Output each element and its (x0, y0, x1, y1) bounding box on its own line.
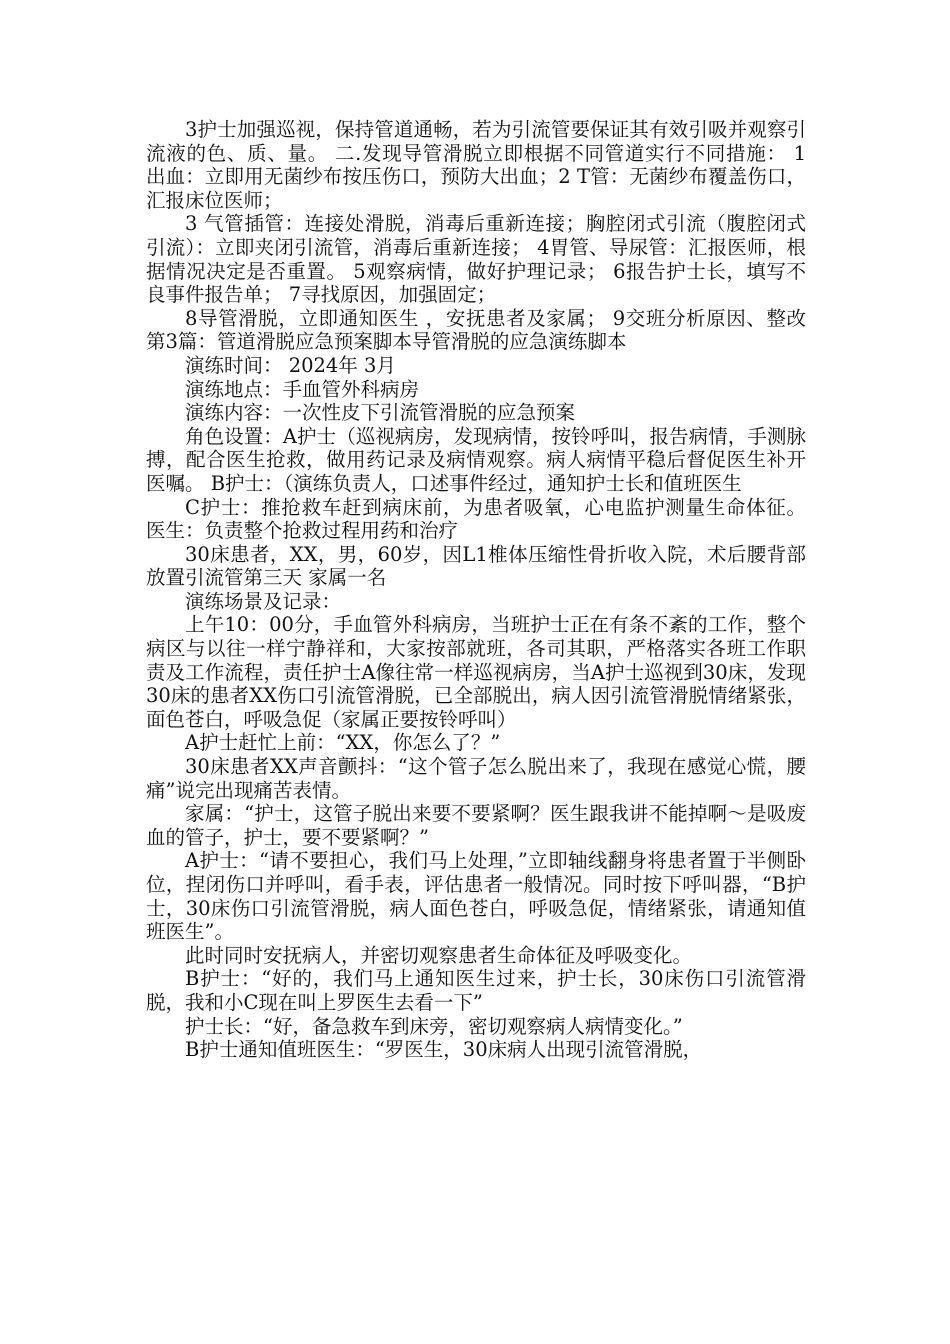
paragraph-family-line: 家属：“护士，这管子脱出来要不要紧啊？医生跟我讲不能掉啊～是吸废血的管子，护士，要不要紧啊？” (146, 802, 806, 849)
paragraph-roles: 角色设置：A护士（巡视病房，发现病情，按铃呼叫，报告病情，手测脉搏，配合医生抢救，做用药记录及病情观察。病人病情平稳后督促医生补开医嘱。 B护士：（演练负责人，口述事件经过，通知护士长和值班医生 (146, 424, 806, 495)
paragraph-tube-measures: 3 气管插管：连接处滑脱，消毒后重新连接；胸腔闭式引流（腹腔闭式引流）：立即夹闭引流管，消毒后重新连接； 4胃管、导尿管：汇报医师，根据情况决定是否重置。 5观察病情，做好护理记录； 6报告护士长，填写不良事件报告单； 7寻找原因，加强固定； (146, 212, 806, 307)
paragraph-nurse-b-line: B护士：“好的，我们马上通知医生过来，护士长，30床伤口引流管滑脱，我和小C现在叫上罗医生去看一下” (146, 967, 806, 1014)
paragraph-head-nurse-line: 护士长：“好，备急救车到床旁，密切观察病人病情变化。” (185, 1014, 683, 1038)
paragraph-scene-heading: 演练场景及记录： (185, 589, 342, 613)
paragraph-nurse-b-notify: B护士通知值班医生：“罗医生，30床病人出现引流管滑脱， (185, 1038, 703, 1062)
paragraph-nurse-a-response: A护士：“请不要担心，我们马上处理，”立即轴线翻身将患者置于半侧卧位，捏闭伤口并呼叫，看手表，评估患者一般情况。同时按下呼叫器，“B护士，30床伤口引流管滑脱，病人面色苍白，呼吸急促，情绪紧张，请通知值班医生”。 (146, 849, 806, 944)
paragraph-prevention-measures: 3护士加强巡视，保持管道通畅，若为引流管要保证其有效引吸并观察引流液的色、质、量。 二.发现导管滑脱立即根据不同管道实行不同措施： 1 出血：立即用无菌纱布按压伤口，预防大出血；2 T管：无菌纱布覆盖伤口，汇报床位医师； (146, 118, 806, 212)
paragraph-patient-info: 30床患者，XX，男，60岁，因L1椎体压缩性骨折收入院，术后腰背部放置引流管第三天 家属一名 (146, 542, 806, 590)
paragraph-scene-description: 上午10：00分，手血管外科病房，当班护士正在有条不紊的工作，整个病区与以往一样宁静祥和，大家按部就班，各司其职，严格落实各班工作职责及工作流程，责任护士A像往常一样巡视病房，当A护士巡视到30床，发现30床的患者XX伤口引流管滑脱，已全部脱出，病人因引流管滑脱情绪紧张，面色苍白，呼吸急促（家属正要按铃呼叫） (146, 613, 806, 731)
paragraph-notify-doctor: 8导管滑脱，立即通知医生 ，安抚患者及家属； 9交班分析原因、整改 第3篇：管道滑脱应急预案脚本导管滑脱的应急演练脚本 (146, 306, 806, 354)
paragraph-nurse-a-line: A护士赶忙上前：“XX，你怎么了？” (185, 731, 501, 755)
paragraph-drill-location: 演练地点：手血管外科病房 (185, 377, 420, 401)
paragraph-comfort-patient: 此时同时安抚病人，并密切观察患者生命体征及呼吸变化。 (185, 943, 693, 967)
paragraph-patient-line: 30床患者XX声音颤抖：“这个管子怎么脱出来了，我现在感觉心慌，腰痛”说完出现痛苦表情。 (146, 755, 806, 802)
paragraph-drill-time: 演练时间： 2024年 3月 (185, 353, 396, 377)
paragraph-nurse-c: C护士：推抢救车赶到病床前，为患者吸氧，心电监护测量生命体征。 医生：负责整个抢救过程用药和治疗 (146, 495, 806, 543)
paragraph-drill-content: 演练内容：一次性皮下引流管滑脱的应急预案 (185, 401, 576, 425)
document-page (146, 118, 806, 1062)
